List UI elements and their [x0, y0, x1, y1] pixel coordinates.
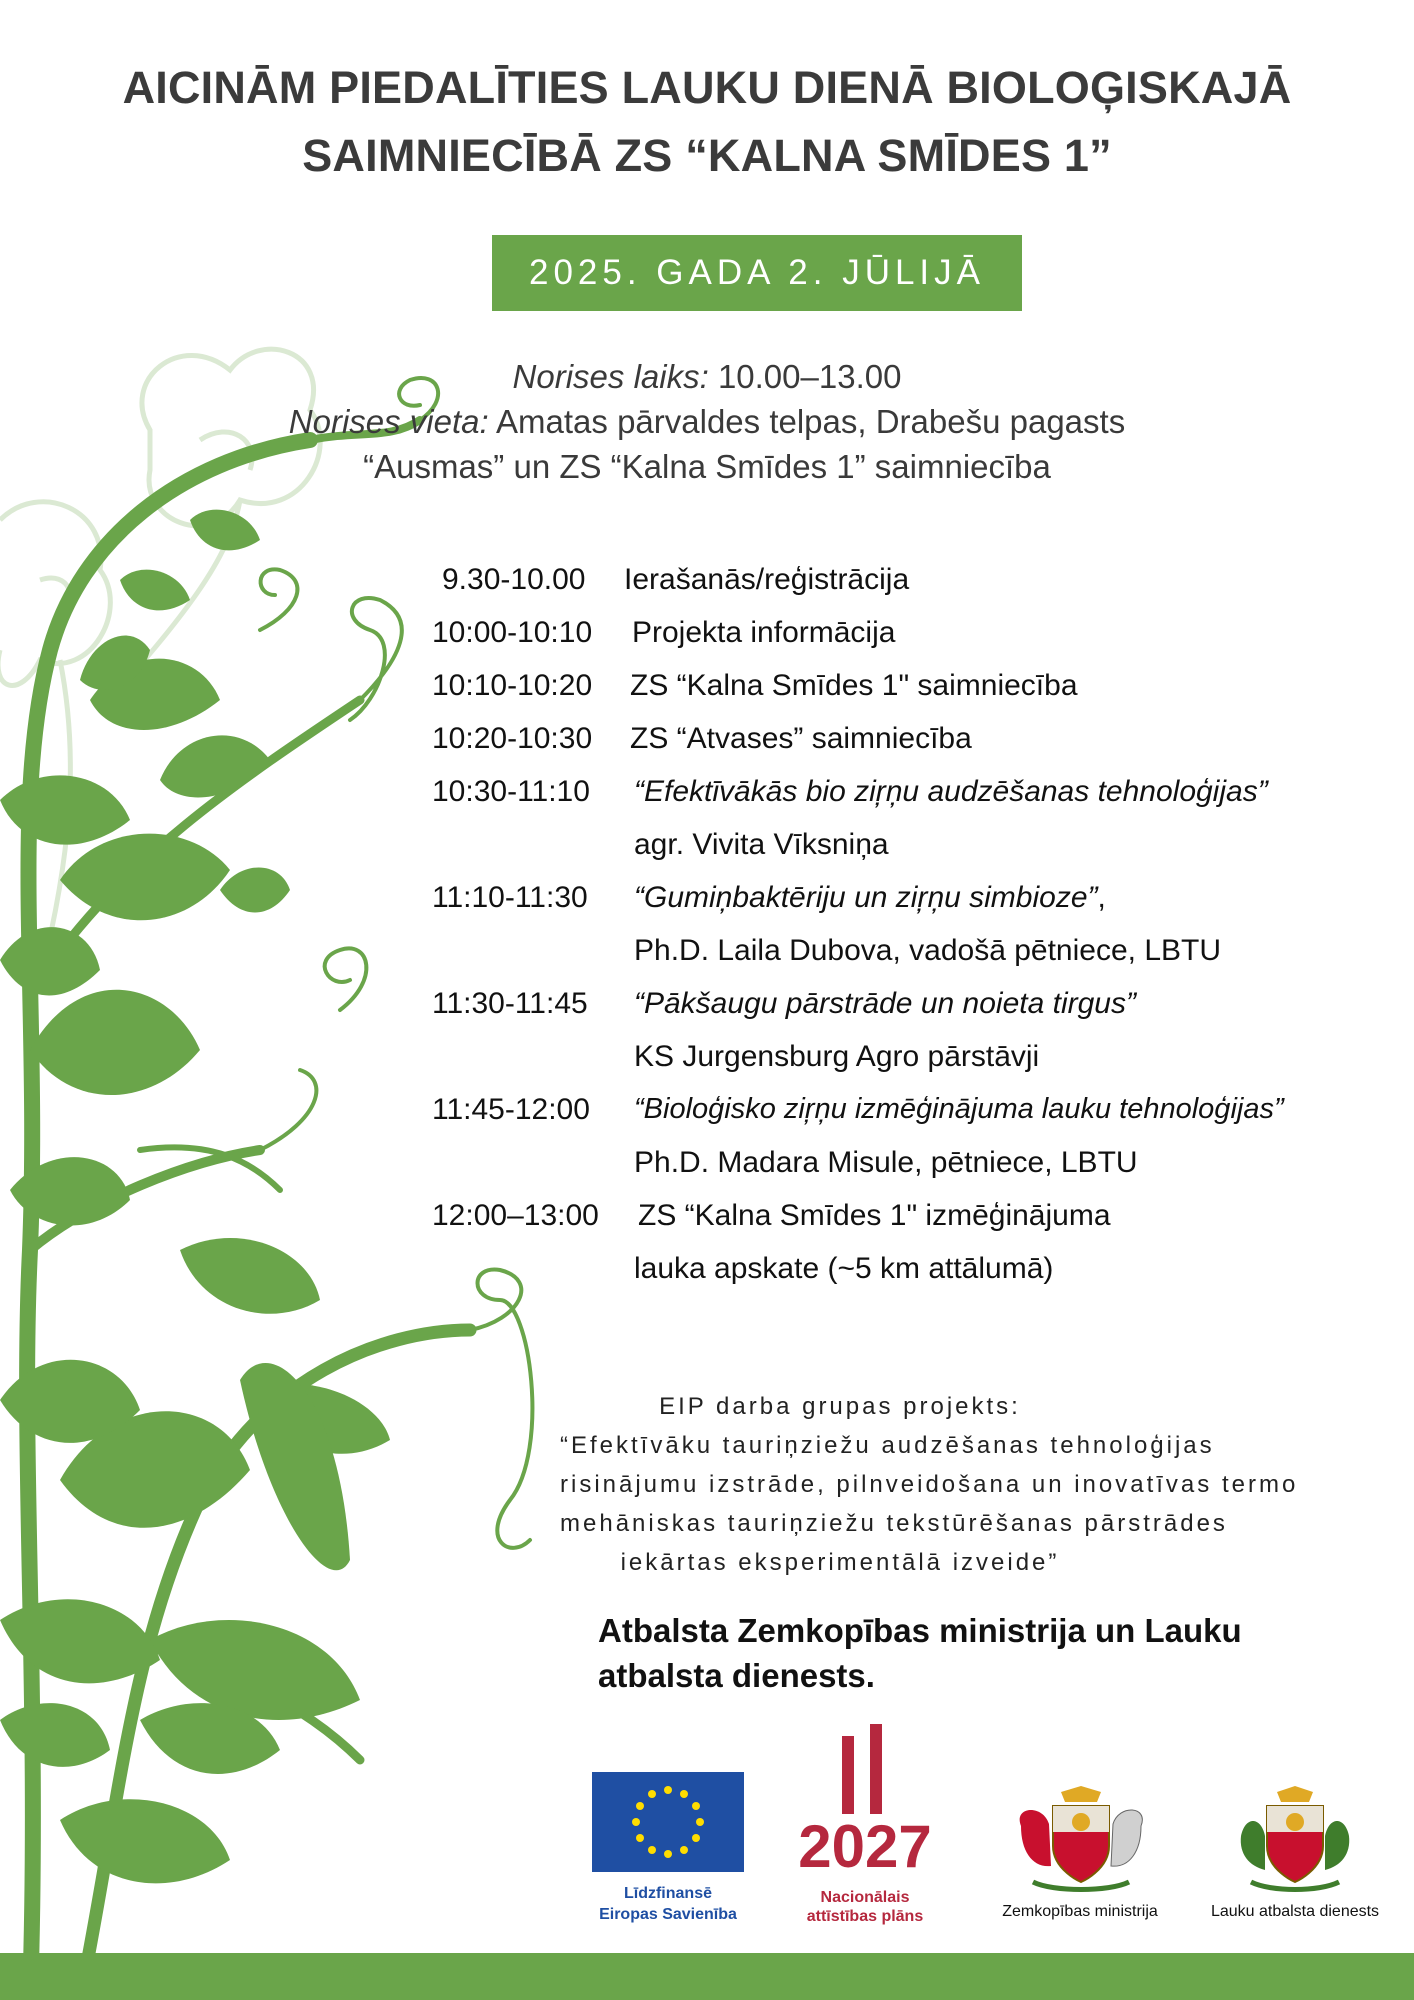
schedule-desc: “Gumiņbaktēriju un ziŗņu simbioze”	[634, 881, 1098, 914]
event-time	[0, 358, 1414, 396]
coat-of-arms-icon	[1013, 1786, 1149, 1894]
schedule-desc-wrap	[634, 881, 1106, 915]
nap-year: 2027	[798, 1813, 932, 1880]
nap-caption-1: Nacionālais	[820, 1889, 910, 1906]
time-label: Norises laiks:	[512, 358, 709, 395]
date-banner	[492, 235, 1022, 311]
schedule-desc: Projekta informācija	[632, 616, 896, 649]
schedule-time: 12:00–13:00	[432, 1199, 599, 1232]
eu-flag-icon	[592, 1772, 744, 1872]
nap-bars-icon	[840, 1724, 890, 1814]
schedule-desc: Ierašanās/reģistrācija	[624, 563, 910, 596]
zm-caption: Zemkopības ministrija	[1002, 1903, 1158, 1920]
eu-caption-2: Eiropas Savienība	[599, 1906, 737, 1923]
eip-line: EIP darba grupas projekts:	[659, 1393, 1021, 1420]
eip-line: mehāniskas tauriņziežu tekstūrēšanas pārstrādes	[560, 1510, 1228, 1537]
event-place	[0, 403, 1414, 441]
title-line-2: SAIMNIECĪBĀ ZS “KALNA SMĪDES 1”	[302, 130, 1112, 181]
lad-caption: Lauku atbalsta dienests	[1210, 1903, 1380, 1920]
time-value: 10.00–13.00	[717, 358, 902, 395]
schedule-speaker: lauka apskate (~5 km attālumā)	[634, 1252, 1054, 1285]
coat-of-arms-icon	[1235, 1786, 1355, 1894]
place-value: Amatas pārvaldes telpas, Drabešu pagasts	[496, 403, 1126, 440]
schedule-time: 10:10-10:20	[432, 669, 593, 702]
schedule-speaker: agr. Vivita Vīksniņa	[634, 828, 889, 861]
schedule-time: 9.30-10.00	[442, 563, 586, 596]
nap-caption-2: attīstības plāns	[806, 1908, 924, 1925]
date-text: 2025. GADA 2. JŪLIJĀ	[528, 253, 985, 292]
schedule-desc: “Efektīvākās bio ziŗņu audzēšanas tehnoloģijas”	[634, 775, 1268, 808]
schedule-time: 10:00-10:10	[432, 616, 593, 649]
event-place-line-2: “Ausmas” un ZS “Kalna Smīdes 1” saimniecība	[363, 448, 1051, 485]
schedule-time: 10:20-10:30	[432, 722, 593, 755]
support-line-2: atbalsta dienests.	[598, 1657, 875, 1694]
schedule-desc: ZS “Kalna Smīdes 1" saimniecība	[630, 669, 1078, 702]
schedule-speaker: Ph.D. Madara Misule, pētniece, LBTU	[634, 1146, 1138, 1179]
title-line-1: AICINĀM PIEDALĪTIES LAUKU DIENĀ BIOLOĢISKAJĀ	[122, 62, 1292, 113]
schedule-time: 11:10-11:30	[432, 881, 588, 914]
schedule-desc-suffix: ,	[1097, 881, 1106, 914]
schedule-speaker: Ph.D. Laila Dubova, vadošā pētniece, LBTU	[634, 934, 1222, 967]
footer-bar	[0, 1953, 1414, 2000]
place-label: Norises vieta:	[288, 403, 489, 440]
schedule-desc: ZS “Atvases” saimniecība	[630, 722, 972, 755]
schedule-desc: ZS “Kalna Smīdes 1" izmēģinājuma	[638, 1199, 1111, 1232]
schedule-time: 10:30-11:10	[432, 775, 590, 808]
schedule-speaker: KS Jurgensburg Agro pārstāvji	[634, 1040, 1040, 1073]
eu-caption-1: Līdzfinansē	[623, 1885, 712, 1902]
schedule-time: 11:30-11:45	[432, 987, 588, 1020]
eip-line: iekārtas eksperimentālā izveide”	[620, 1549, 1060, 1576]
support-line-1: Atbalsta Zemkopības ministrija un Lauku	[598, 1612, 1242, 1649]
schedule-desc: “Bioloģisko ziŗņu izmēģinājuma lauku tehnoloģijas”	[634, 1093, 1284, 1125]
schedule-desc: “Pākšaugu pārstrāde un noieta tirgus”	[634, 987, 1136, 1020]
eip-line: risinājumu izstrāde, pilnveidošana un inovatīvas termo	[560, 1471, 1299, 1498]
schedule-time: 11:45-12:00	[432, 1093, 590, 1126]
eip-line: “Efektīvāku tauriņziežu audzēšanas tehnoloģijas	[560, 1432, 1215, 1459]
